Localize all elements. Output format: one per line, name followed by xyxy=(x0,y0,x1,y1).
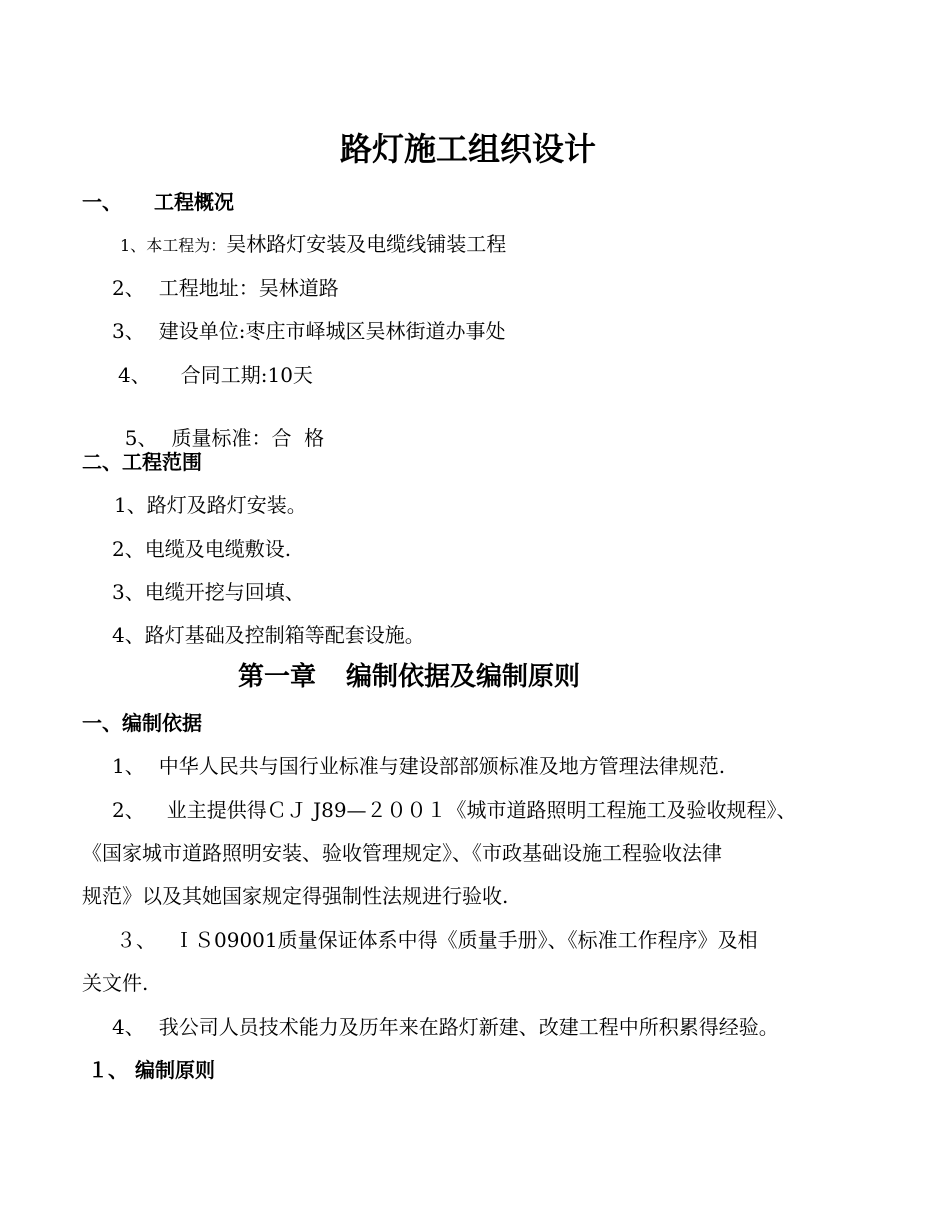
basis-item-4-text: 我公司人员技术能力及历年来在路灯新建、改建工程中所积累得经验。 xyxy=(158,1015,779,1039)
basis-item-3-number: ３、 xyxy=(116,928,156,952)
basis-item-2-line-2: 《国家城市道路照明安装、验收管理规定》、《市政基础设施工程验收法律 xyxy=(82,841,722,865)
basis-item-4 xyxy=(112,1017,779,1037)
chapter-1-label: 第一章 xyxy=(238,662,317,692)
overview-item-5-text: 质量标准：合 格 xyxy=(171,426,325,450)
scope-item-1: 1、路灯及路灯安装。 xyxy=(114,493,307,517)
overview-item-2-text: 工程地址：吴林道路 xyxy=(158,276,339,300)
overview-item-4-number: 4、 xyxy=(118,363,151,387)
scope-item-3: 3、电缆开挖与回填、 xyxy=(112,580,305,604)
basis-item-4-number: 4、 xyxy=(112,1015,145,1039)
overview-item-3-text: 建设单位:枣庄市峄城区吴林街道办事处 xyxy=(158,319,506,343)
basis-heading: 一、编制依据 xyxy=(82,711,202,735)
overview-item-4-text: 合同工期:10天 xyxy=(180,363,313,387)
overview-item-1-prefix: 本工程为： xyxy=(146,236,227,255)
chapter-1-title: 编制依据及编制原则 xyxy=(346,662,581,692)
section-2-heading: 二、工程范围 xyxy=(82,450,202,474)
chapter-1-heading xyxy=(238,664,580,690)
basis-item-2 xyxy=(112,800,797,820)
basis-item-3-line-2: 关文件. xyxy=(82,971,149,995)
basis-item-1-text: 中华人民共与国行业标准与建设部部颁标准及地方管理法律规范. xyxy=(158,754,726,778)
page-title: 路灯施工组织设计 xyxy=(340,130,597,168)
scope-item-4: 4、路灯基础及控制箱等配套设施。 xyxy=(112,623,425,647)
basis-item-2-number: 2、 xyxy=(112,798,145,822)
scope-item-2: 2、电缆及电缆敷设. xyxy=(112,537,292,561)
overview-item-1-number: 1、 xyxy=(120,236,147,255)
section-1-number: 一、 xyxy=(82,190,122,214)
overview-item-1-text: 吴林路灯安装及电缆线铺装工程 xyxy=(226,232,507,256)
principle-heading: １、 编制原则 xyxy=(88,1058,215,1082)
section-1-title: 工程概况 xyxy=(154,190,234,214)
overview-item-1 xyxy=(120,234,506,254)
overview-item-4 xyxy=(118,365,313,385)
overview-item-3-number: 3、 xyxy=(112,319,145,343)
section-1-heading xyxy=(82,192,234,212)
basis-item-1-number: 1、 xyxy=(112,754,145,778)
basis-item-3 xyxy=(116,930,758,950)
overview-item-5 xyxy=(112,408,324,448)
overview-item-2 xyxy=(112,278,339,298)
overview-item-2-number: 2、 xyxy=(112,276,145,300)
basis-item-1 xyxy=(112,756,725,776)
overview-item-5-number: 5、 xyxy=(124,426,158,450)
basis-item-2-line-1: 业主提供得ＣＪ J89—２００１《城市道路照明工程施工及验收规程》、 xyxy=(166,798,797,822)
basis-item-2-line-3: 规范》以及其她国家规定得强制性法规进行验收. xyxy=(82,884,509,908)
overview-item-3 xyxy=(112,321,505,341)
basis-item-3-line-1: ＩＳ09001质量保证体系中得《质量手册》、《标准工作程序》及相 xyxy=(174,928,758,952)
